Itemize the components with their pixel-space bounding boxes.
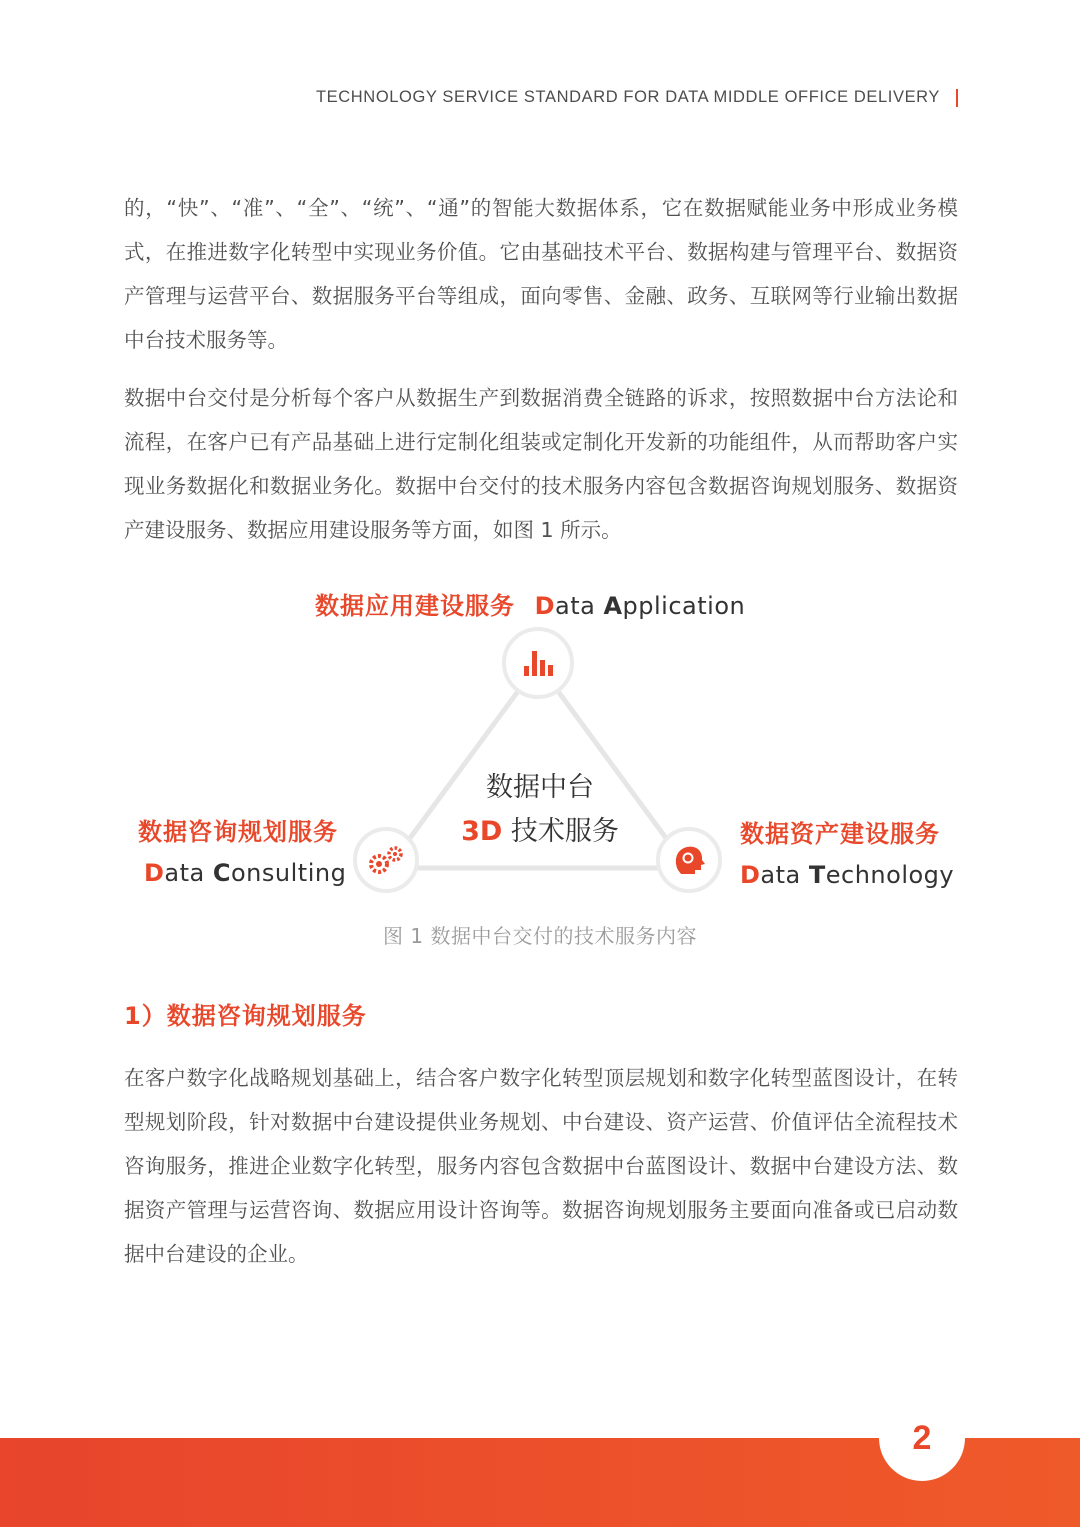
label-top-cn: 数据应用建设服务: [315, 592, 515, 620]
paragraph-consulting: 在客户数字化战略规划基础上，结合客户数字化转型顶层规划和数字化转型蓝图设计，在转型规划阶段，针对数据中台建设提供业务规划、中台建设、资产运营、价值评估全流程技术咨询服务，推进企业数字化转型，服务内容包含数据中台蓝图设计、数据中台建设方法、数据资产管理与运营咨询、数据应用设计咨询等。数据咨询规划服务主要面向准备或已启动数据中台建设的企业。: [124, 1066, 958, 1266]
page-number-badge: [879, 1395, 965, 1481]
label-top-en: Data Application: [534, 592, 746, 620]
bar-chart-icon: [504, 629, 572, 697]
diagram-center-title: [430, 766, 650, 854]
head-gear-icon: [658, 829, 720, 891]
center-line1: 数据中台: [486, 772, 594, 803]
paragraph-delivery: 数据中台交付是分析每个客户从数据生产到数据消费全链路的诉求，按照数据中台方法论和流程，在客户已有产品基础上进行定制化组装或定制化开发新的功能组件，从而帮助客户实现业务数据化和数据业务化。数据中台交付的技术服务内容包含数据咨询规划服务、数据资产建设服务、数据应用建设服务等方面，如图 1 所示。: [124, 386, 958, 542]
figure-caption: 图 1 数据中台交付的技术服务内容: [383, 924, 697, 948]
page-number: 2: [912, 1418, 932, 1457]
label-right-cn: 数据资产建设服务: [740, 820, 940, 848]
label-data-application: [315, 586, 745, 621]
label-left-en: Data Consulting: [144, 859, 347, 887]
running-header: [316, 88, 958, 107]
label-left-cn: 数据咨询规划服务: [138, 818, 338, 846]
paragraph-intro: 的，“快”、“准”、“全”、“统”、“通”的智能大数据体系，它在数据赋能业务中形成业务模式，在推进数字化转型中实现业务价值。它由基础技术平台、数据构建与管理平台、数据资产管理与运营平台、数据服务平台等组成，面向零售、金融、政务、互联网等行业输出数据中台技术服务等。: [124, 196, 958, 352]
header-divider: [956, 89, 958, 107]
service-triangle-diagram: [0, 570, 1080, 910]
center-line2: 3D 技术服务: [461, 816, 619, 847]
section-heading: 1）数据咨询规划服务: [124, 1002, 367, 1030]
gears-icon: [355, 829, 417, 891]
label-right-en: Data Technology: [740, 861, 955, 889]
label-data-consulting: [138, 812, 348, 887]
header-title: TECHNOLOGY SERVICE STANDARD FOR DATA MIDDLE OFFICE DELIVERY: [315, 88, 940, 106]
label-data-technology: [740, 814, 960, 889]
